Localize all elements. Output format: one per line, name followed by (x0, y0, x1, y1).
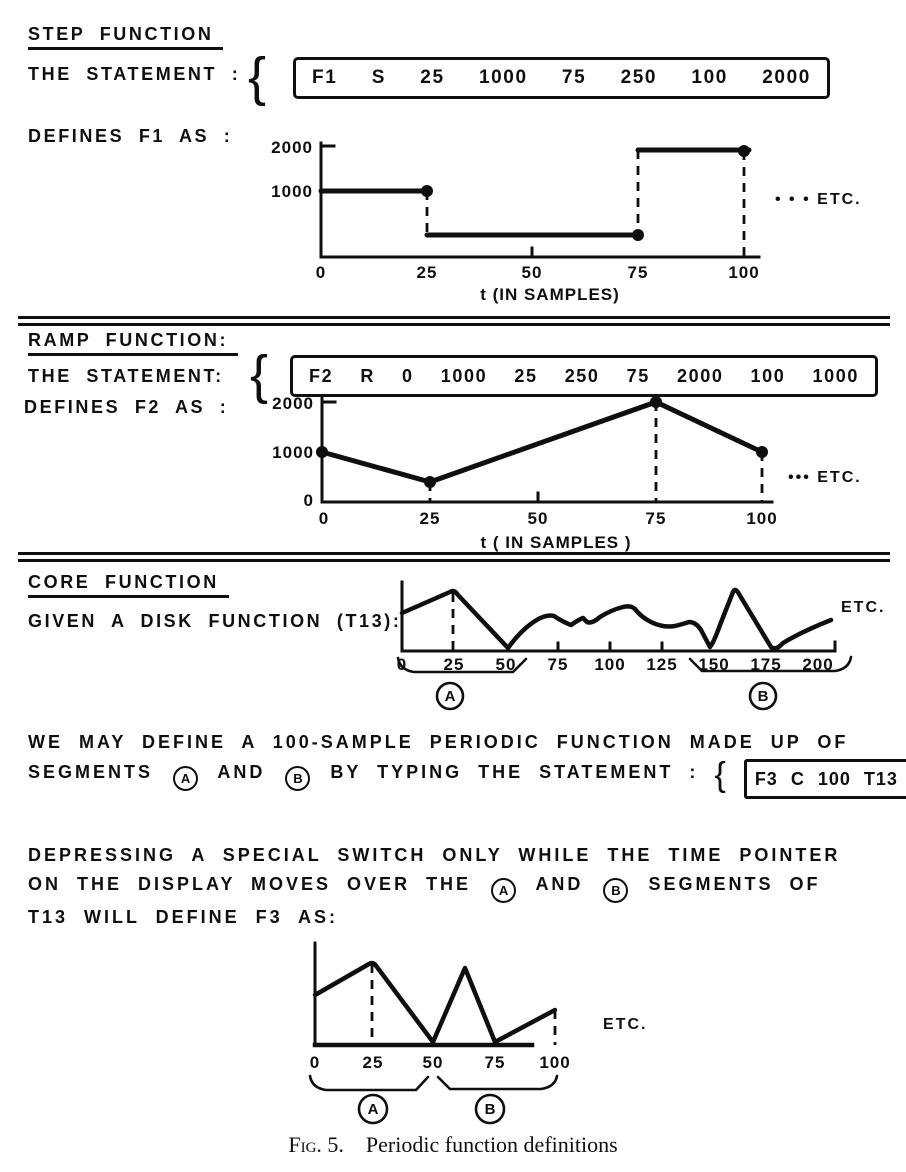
segment-a-letter: A (367, 1101, 379, 1118)
x-tick-label: 100 (728, 263, 760, 282)
x-tick-label: 0 (318, 509, 330, 528)
x-axis-label: t (IN SAMPLES) (480, 285, 620, 304)
section-separator (18, 316, 890, 326)
paragraph-line (28, 870, 840, 903)
statement-token: 2000 (676, 365, 724, 386)
figure-caption-text: Periodic function definitions (365, 1132, 618, 1157)
etc-label: ••• ETC. (788, 469, 862, 486)
ramp-section-title (28, 330, 238, 351)
statement-token: 2000 (762, 67, 811, 88)
statement-token: 1000 (812, 365, 859, 386)
segment-b-badge: B (285, 766, 310, 791)
f1-axes (321, 143, 759, 257)
core-statement-box (744, 759, 906, 799)
section-separator (18, 552, 890, 562)
statement-token: 25 (420, 67, 445, 88)
y-tick-label: 2000 (271, 138, 313, 157)
etc-label: ETC. (603, 1016, 648, 1033)
x-tick-label: 25 (416, 263, 438, 282)
step-section-title (28, 24, 223, 45)
paragraph-text: ON THE DISPLAY MOVES OVER THE (28, 874, 472, 894)
x-tick-label: 75 (645, 509, 667, 528)
segment-b-badge: B (603, 878, 628, 903)
x-tick-label: 150 (698, 655, 730, 674)
statement-token: 250 (620, 67, 658, 88)
paragraph-text: AND (217, 762, 266, 782)
f2-marker (316, 446, 328, 458)
paragraph-line: WE MAY DEFINE A 100-SAMPLE PERIODIC FUNCTION MADE UP OF (28, 732, 849, 752)
segment-a-bracket (310, 1076, 428, 1090)
figure-number: Fig. 5. (288, 1132, 344, 1157)
statement-token: 75 (626, 365, 650, 386)
statement-token: 1000 (440, 365, 488, 386)
statement-token: T13 (863, 769, 898, 789)
x-tick-label: 0 (396, 655, 408, 674)
core-given-label: GIVEN A DISK FUNCTION (T13): (28, 611, 402, 631)
y-tick-label: 2000 (272, 394, 314, 413)
step-open-brace: { (248, 47, 267, 107)
core-open-brace: { (714, 756, 726, 794)
x-tick-label: 75 (547, 655, 569, 674)
x-tick-label: 25 (443, 655, 465, 674)
statement-token: 75 (561, 67, 587, 88)
step-defines-label: DEFINES F1 AS : (28, 126, 233, 146)
paragraph-line: DEPRESSING A SPECIAL SWITCH ONLY WHILE THE TIME POINTER (28, 845, 841, 865)
statement-token: 100 (750, 365, 786, 386)
paragraph-text: SEGMENTS (28, 762, 154, 782)
t13-curve (402, 590, 831, 648)
figure-caption (0, 1132, 906, 1158)
paragraph-line: T13 WILL DEFINE F3 AS: (28, 907, 339, 927)
define-periodic-paragraph (28, 727, 906, 799)
statement-token: 250 (564, 365, 600, 386)
etc-label: ETC. (841, 599, 886, 616)
x-tick-label: 100 (594, 655, 626, 674)
ramp-section-title-text: RAMP FUNCTION: (28, 330, 238, 356)
segment-a-letter: A (444, 688, 456, 705)
x-tick-label: 25 (362, 1053, 384, 1072)
f3-curve (315, 963, 555, 1042)
x-tick-label: 125 (646, 655, 678, 674)
statement-token: S (371, 67, 386, 88)
paragraph-text: SEGMENTS OF (648, 874, 821, 894)
statement-token: F1 (312, 67, 338, 88)
paragraph-text: AND (535, 874, 584, 894)
ramp-defines-label: DEFINES F2 AS : (24, 397, 229, 417)
statement-token: 100 (817, 769, 851, 789)
statement-token: 1000 (478, 67, 528, 88)
statement-token: 25 (514, 365, 538, 386)
x-tick-label: 0 (315, 263, 327, 282)
x-tick-label: 0 (309, 1053, 321, 1072)
statement-token: F2 (309, 365, 334, 386)
y-tick-label: 1000 (272, 443, 314, 462)
statement-token: F3 (754, 769, 778, 789)
x-tick-label: 50 (495, 655, 517, 674)
x-tick-label: 100 (746, 509, 778, 528)
f2-axes (322, 398, 772, 502)
ramp-open-brace: { (250, 345, 269, 405)
x-axis-label: t ( IN SAMPLES ) (480, 533, 632, 552)
y-tick-label: 1000 (271, 182, 313, 201)
segment-a-badge: A (173, 766, 198, 791)
f2-ramp-curve (322, 402, 762, 482)
x-tick-label: 200 (802, 655, 834, 674)
x-tick-label: 100 (539, 1053, 571, 1072)
step-statement-label: THE STATEMENT : (28, 64, 241, 84)
segment-b-letter: B (757, 688, 769, 705)
x-tick-label: 50 (521, 263, 543, 282)
step-section-title-text: STEP FUNCTION (28, 24, 223, 50)
special-switch-paragraph (28, 841, 840, 932)
statement-token: R (360, 365, 375, 386)
x-tick-label: 75 (627, 263, 649, 282)
paragraph-line (28, 757, 906, 799)
ramp-function-plot (232, 390, 904, 556)
x-tick-label: 175 (750, 655, 782, 674)
x-tick-label: 50 (422, 1053, 444, 1072)
core-section-title-text: CORE FUNCTION (28, 572, 229, 598)
statement-token: 100 (691, 67, 728, 88)
segment-b-bracket (438, 1076, 557, 1089)
step-statement-box (293, 57, 830, 99)
core-section-title (28, 572, 229, 593)
etc-label: • • • ETC. (775, 191, 862, 208)
y-tick-label: 0 (303, 491, 314, 510)
disk-function-plot (383, 570, 903, 720)
f3-function-plot (285, 931, 648, 1129)
segment-b-letter: B (484, 1101, 496, 1118)
statement-token: 0 (402, 365, 414, 386)
x-tick-label: 50 (527, 509, 549, 528)
step-function-plot (235, 128, 895, 312)
x-tick-label: 25 (419, 509, 441, 528)
ramp-statement-label: THE STATEMENT: (28, 366, 224, 386)
x-tick-label: 75 (484, 1053, 506, 1072)
t13-axes (402, 582, 835, 651)
statement-token: C (790, 769, 805, 789)
paragraph-text: BY TYPING THE STATEMENT : (330, 762, 699, 782)
segment-a-badge: A (491, 878, 516, 903)
